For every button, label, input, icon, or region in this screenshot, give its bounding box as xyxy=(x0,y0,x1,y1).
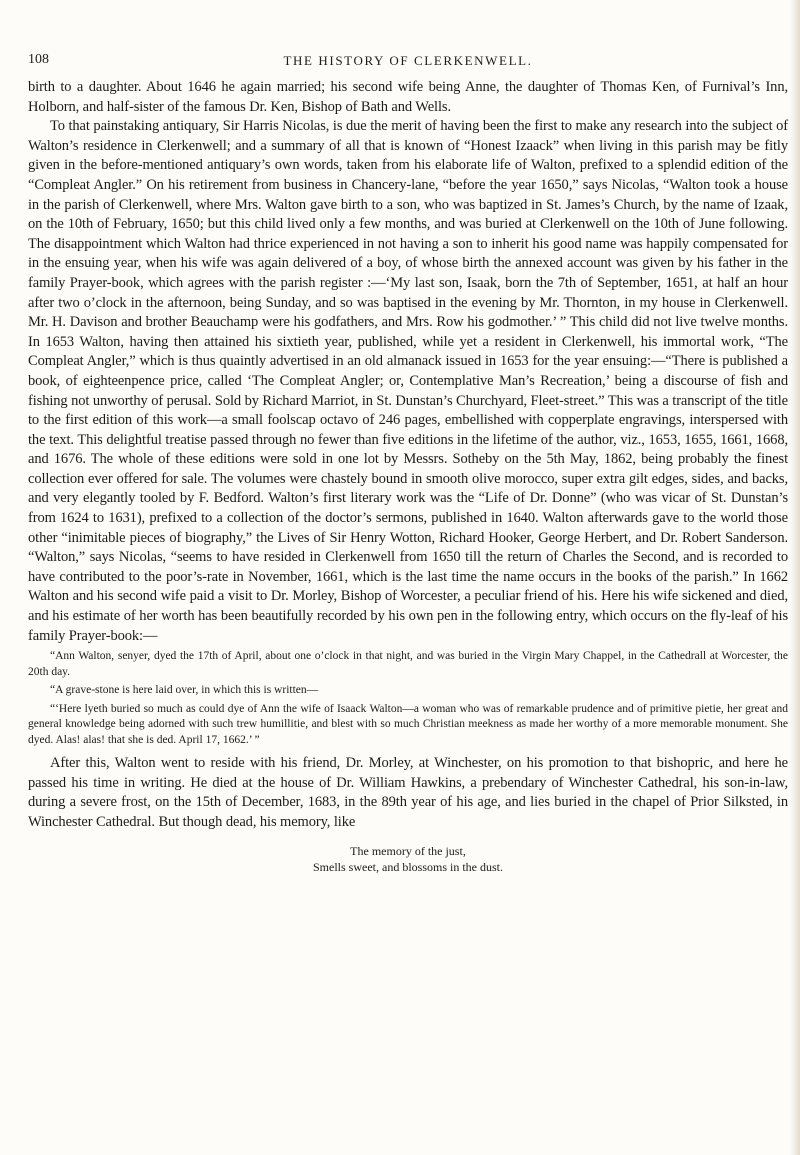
extract-prayer-book-entry: “Ann Walton, senyer, dyed the 17th of April, about one o’clock in that night, and was buried in the Virgin Mary Chappel, in the Cathedrall at Worcester, the 20th day. xyxy=(28,650,788,678)
verse-line-2: Smells sweet, and blossoms in the dust. xyxy=(313,859,503,874)
running-head xyxy=(28,52,788,72)
paragraph-continued: birth to a daughter. About 1646 he again married; his second wife being Anne, the daughter of Thomas Ken, of Furnival’s Inn, Holborn, and half-sister of the famous Dr. Ken, Bishop of Bath and Wells. xyxy=(28,79,788,115)
extract-epitaph: “‘Here lyeth buried so much as could dye of Ann the wife of Isaack Walton—a woman who was of remarkable prudence and of primitive pietie, her great and general knowledge being adorned with such trew humillitie, and blest with so much Christian meekness as made her worthy of a more memorable monument. She dyed. Alas! alas! that she is ded. April 17, 1662.’ ” xyxy=(28,702,788,746)
page-edge-shadow xyxy=(790,0,800,1155)
paragraph-walton-residence: To that painstaking antiquary, Sir Harris Nicolas, is due the merit of having been the first to make any research into the subject of Walton’s residence in Clerkenwell; and a summary of all that is known of “Honest Izaack” when living in this parish may be fitly given in the before-mentioned antiquary’s own words, taken from his elaborate life of Walton, prefixed to a splendid edition of the “Compleat Angler.” On his retirement from business in Chancery-lane, “before the year 1650,” says Nicolas, “Walton took a house in the parish of Clerkenwell, where Mrs. Walton gave birth to a son, who was baptized in St. James’s Church, by the name of Izaak, on the 10th of February, 1650; but this child lived only a few months, and was buried at Clerkenwell on the 10th of June following. The disappointment which Walton had thrice experienced in not having a son to inherit his good name was happily compensated for in the ensuing year, when his wife was again delivered of a boy, of whose birth the annexed account was given by his father in the family Prayer-book, which agrees with the parish register :—‘My last son, Isaak, born the 7th of September, 1651, at half an hour after two o’clock in the afternoon, being Sunday, and so was baptised in the evening by Mr. Thornton, in my house in Clerkenwell. Mr. H. Davison and brother Beauchamp were his godfathers, and Mrs. Row his godmother.’ ” This child did not live twelve months. In 1653 Walton, having then attained his sixtieth year, published, while yet a resident in Clerkenwell, his immortal work, “The Compleat Angler,” which is thus quaintly advertised in an old almanack issued in 1653 for the year ensuing:—“There is published a book, of eighteenpence price, called ‘The Compleat Angler; or, Contemplative Man’s Recreation,’ being a discourse of fish and fishing not unworthy of perusal. Sold by Richard Marriot, in St. Dunstan’s Churchyard, Fleet-street.” This was a transcript of the title to the first edition of this work—a small foolscap octavo of 246 pages, embellished with copperplate engravings, interspersed with the text. This delightful treatise passed through no fewer than five editions in the lifetime of the author, viz., 1653, 1655, 1661, 1668, and 1676. The whole of these editions were sold in one lot by Messrs. Sotheby on the 5th May, 1862, being probably the finest collection ever offered for sale. The volumes were chastely bound in smooth olive morocco, super extra gilt edges, sides, and backs, and very elegantly tooled by F. Bedford. Walton’s first literary work was the “Life of Dr. Donne” (who was vicar of St. Dunstan’s from 1624 to 1631), prefixed to a collection of the doctor’s sermons, published in 1640. Walton afterwards gave to the world those other “inimitable pieces of biography,” the Lives of Sir Henry Wotton, Richard Hooker, George Herbert, and Dr. Robert Sanderson. “Walton,” says Nicolas, “seems to have resided in Clerkenwell from 1650 till the return of Charles the Second, and is recorded to have contributed to the poor’s-rate in November, 1661, which is the last time the name occurs in the books of the parish.” In 1662 Walton and his second wife paid a visit to Dr. Morley, Bishop of Worcester, a peculiar friend of his. Here his wife sickened and died, and his estimate of her worth has been beautifully recorded by his own pen in the following entry, which occurs on the fly-leaf of his family Prayer-book:— xyxy=(28,118,788,644)
running-title: THE HISTORY OF CLERKENWELL. xyxy=(283,53,533,68)
page-number: 108 xyxy=(28,52,49,67)
paragraph-walton-death: After this, Walton went to reside with his friend, Dr. Morley, at Winchester, on his promotion to that bishopric, and here he passed his time in writing. He died at the house of Dr. William Hawkins, a prebendary of Winchester Cathedral, his son-in-law, during a severe frost, on the 15th of December, 1683, in the 89th year of his age, and lies buried in the chapel of Prior Silksted, in Winchester Cathedral. But though dead, his memory, like xyxy=(28,755,788,830)
extract-grave-stone: “A grave-stone is here laid over, in which this is written— xyxy=(50,684,319,697)
verse-quotation xyxy=(28,843,788,875)
verse-line-1: The memory of the just, xyxy=(350,843,466,858)
main-text xyxy=(28,78,788,875)
